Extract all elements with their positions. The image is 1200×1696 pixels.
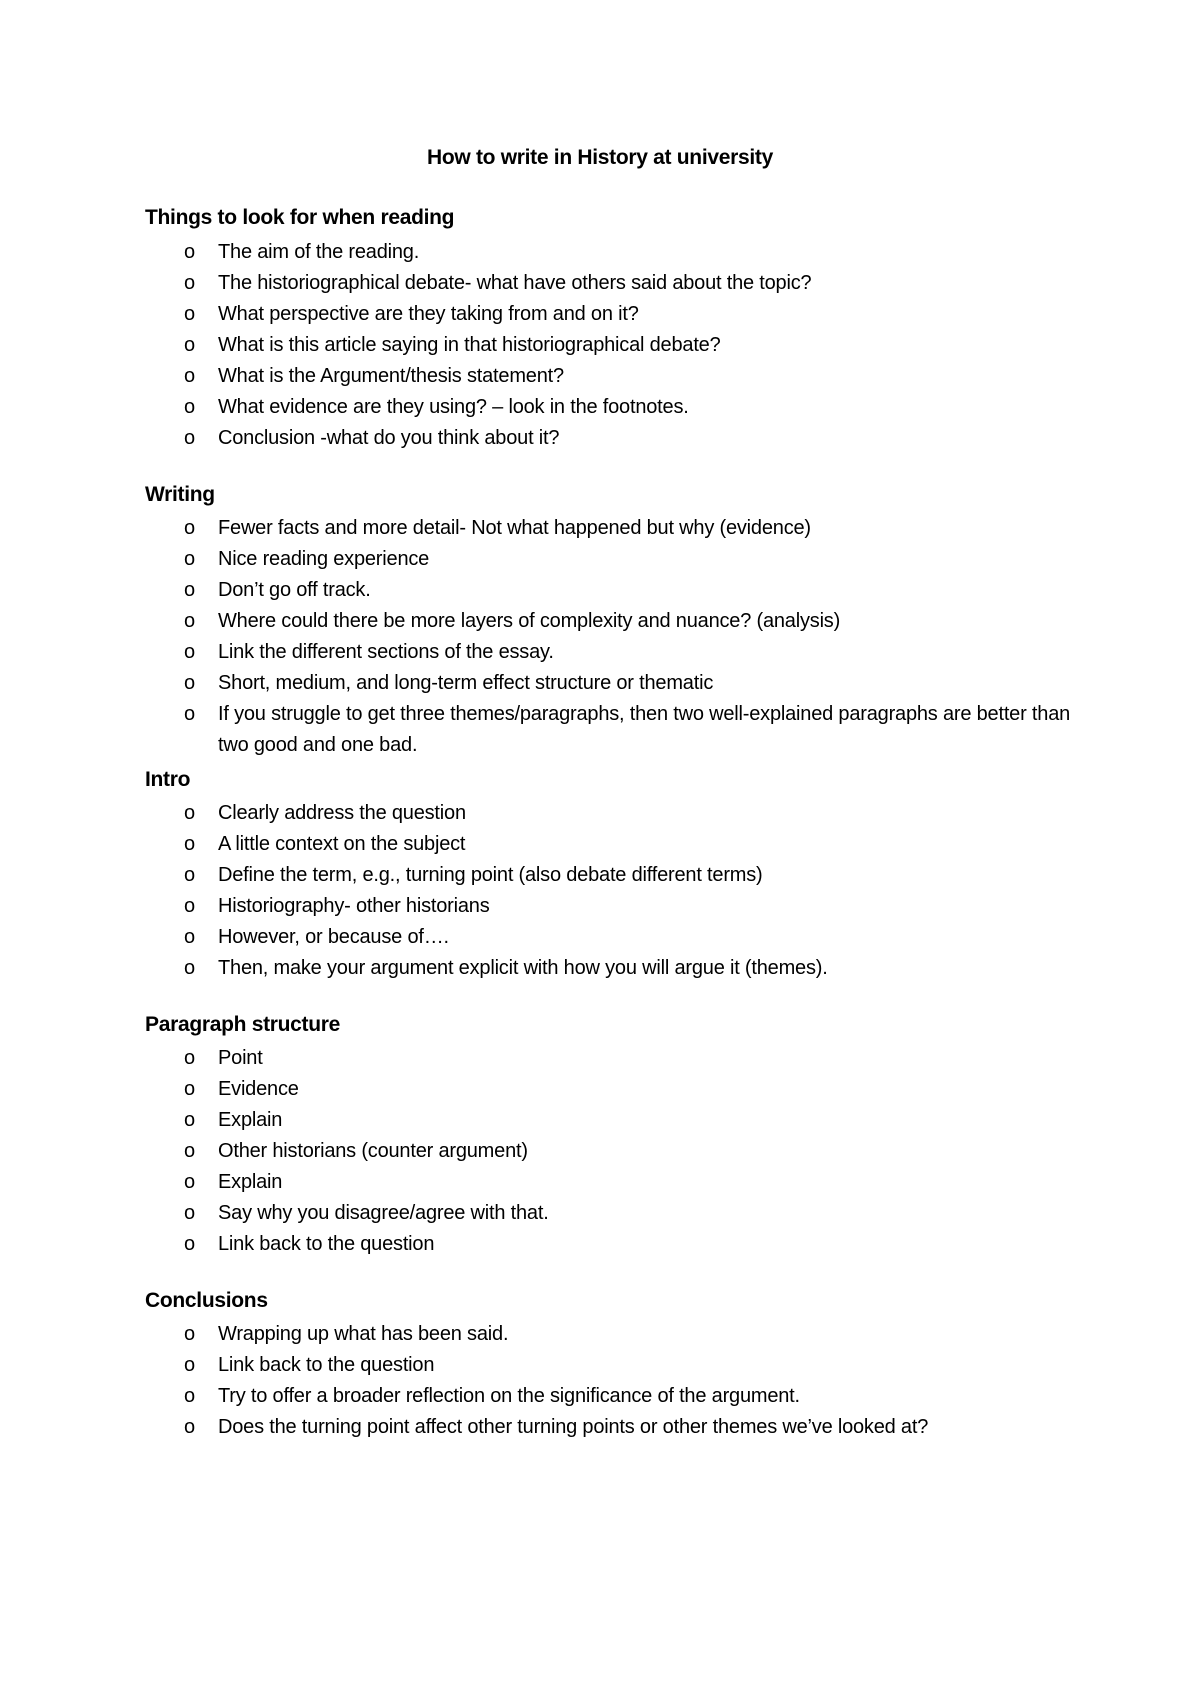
section-heading: Intro: [145, 768, 191, 791]
list-item: o Say why you disagree/agree with that.: [0, 1198, 1200, 1229]
list-item: o If you struggle to get three themes/paragraphs, then two well-explained paragraphs are better than two good and one bad.: [0, 699, 1200, 761]
bullet-list: [0, 237, 1200, 454]
list-item: o The historiographical debate- what have others said about the topic?: [0, 268, 1200, 299]
bullet-marker: o: [184, 1233, 195, 1255]
list-item: o Explain: [0, 1167, 1200, 1198]
bullet-marker: o: [184, 272, 195, 294]
list-item: o Don’t go off track.: [0, 575, 1200, 606]
section-heading: Conclusions: [145, 1289, 268, 1312]
list-item: o However, or because of….: [0, 922, 1200, 953]
bullet-list: [0, 513, 1200, 761]
list-item: o What is the Argument/thesis statement?: [0, 361, 1200, 392]
list-item: o Clearly address the question: [0, 798, 1200, 829]
bullet-list: [0, 1319, 1200, 1443]
bullet-marker: o: [184, 895, 195, 917]
list-item: o What evidence are they using? – look in the footnotes.: [0, 392, 1200, 423]
list-item: o Link the different sections of the essay.: [0, 637, 1200, 668]
list-item: o A little context on the subject: [0, 829, 1200, 860]
list-item: o Fewer facts and more detail- Not what happened but why (evidence): [0, 513, 1200, 544]
bullet-marker: o: [184, 672, 195, 694]
list-item: o Link back to the question: [0, 1229, 1200, 1260]
bullet-marker: o: [184, 1323, 195, 1345]
list-item: o Other historians (counter argument): [0, 1136, 1200, 1167]
bullet-marker: o: [184, 703, 195, 725]
bullet-marker: o: [184, 334, 195, 356]
bullet-list: [0, 1043, 1200, 1260]
list-item: o Explain: [0, 1105, 1200, 1136]
list-item: o Evidence: [0, 1074, 1200, 1105]
bullet-marker: o: [184, 610, 195, 632]
list-item: o What perspective are they taking from and on it?: [0, 299, 1200, 330]
bullet-marker: o: [184, 517, 195, 539]
bullet-marker: o: [184, 548, 195, 570]
list-item: o Define the term, e.g., turning point (also debate different terms): [0, 860, 1200, 891]
bullet-marker: o: [184, 1140, 195, 1162]
list-item: o Try to offer a broader reflection on the significance of the argument.: [0, 1381, 1200, 1412]
bullet-marker: o: [184, 241, 195, 263]
bullet-marker: o: [184, 864, 195, 886]
bullet-marker: o: [184, 802, 195, 824]
bullet-marker: o: [184, 1109, 195, 1131]
list-item: o Conclusion -what do you think about it?: [0, 423, 1200, 454]
list-item: o Point: [0, 1043, 1200, 1074]
list-item: o Does the turning point affect other turning points or other themes we’ve looked at?: [0, 1412, 1200, 1443]
list-item: o What is this article saying in that historiographical debate?: [0, 330, 1200, 361]
section-heading: Things to look for when reading: [145, 206, 455, 229]
document-title: How to write in History at university: [427, 146, 773, 169]
bullet-marker: o: [184, 303, 195, 325]
bullet-marker: o: [184, 1047, 195, 1069]
list-item: o Nice reading experience: [0, 544, 1200, 575]
bullet-marker: o: [184, 1078, 195, 1100]
list-item: o Historiography- other historians: [0, 891, 1200, 922]
bullet-marker: o: [184, 579, 195, 601]
list-item: o Wrapping up what has been said.: [0, 1319, 1200, 1350]
bullet-marker: o: [184, 1385, 195, 1407]
bullet-marker: o: [184, 926, 195, 948]
bullet-marker: o: [184, 1202, 195, 1224]
list-item: o Link back to the question: [0, 1350, 1200, 1381]
list-item: o Short, medium, and long-term effect structure or thematic: [0, 668, 1200, 699]
bullet-marker: o: [184, 365, 195, 387]
section-heading: Paragraph structure: [145, 1013, 341, 1036]
section-heading: Writing: [145, 483, 215, 506]
bullet-marker: o: [184, 1171, 195, 1193]
bullet-marker: o: [184, 1354, 195, 1376]
bullet-marker: o: [184, 641, 195, 663]
list-item: o The aim of the reading.: [0, 237, 1200, 268]
bullet-marker: o: [184, 396, 195, 418]
list-item: o Where could there be more layers of complexity and nuance? (analysis): [0, 606, 1200, 637]
bullet-marker: o: [184, 957, 195, 979]
list-item: o Then, make your argument explicit with how you will argue it (themes).: [0, 953, 1200, 984]
bullet-marker: o: [184, 427, 195, 449]
bullet-marker: o: [184, 1416, 195, 1438]
bullet-list: [0, 798, 1200, 984]
bullet-marker: o: [184, 833, 195, 855]
